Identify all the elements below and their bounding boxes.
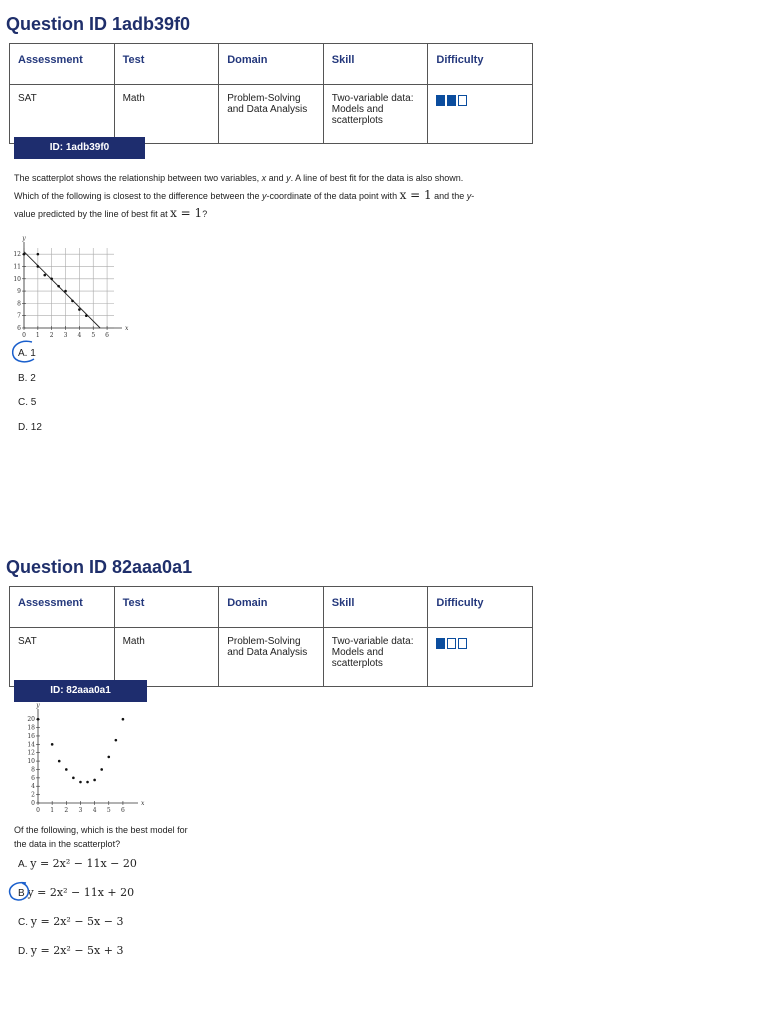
circle-annotation: [6, 880, 36, 906]
data-point: [37, 718, 40, 721]
x-tick-label: 5: [106, 807, 111, 814]
x-tick-label: 2: [64, 807, 69, 814]
y-tick-label: 0: [31, 800, 35, 807]
x-tick-label: 1: [50, 807, 55, 814]
answer-choice-c[interactable]: C. y = 2x² − 5x − 3: [18, 915, 124, 928]
y-tick-label: 18: [27, 724, 35, 732]
question-stem: Of the following, which is the best model for the data in the scatterplot?: [14, 825, 188, 849]
data-point: [37, 265, 40, 268]
data-point: [58, 760, 61, 763]
x-tick-label: 0: [22, 332, 26, 339]
x-tick-label: 0: [36, 807, 40, 814]
question-meta-table: [9, 586, 533, 687]
x-tick-label: 6: [105, 332, 109, 339]
x-axis-label: x: [125, 325, 129, 332]
question-title: Question ID 82aaa0a1: [6, 557, 193, 577]
answer-choice-b[interactable]: B y = 2x² − 11x + 20: [18, 886, 135, 899]
y-tick-label: 7: [17, 312, 21, 320]
y-tick-label: 8: [31, 766, 35, 774]
difficulty-square-empty: [458, 95, 467, 106]
data-point: [72, 777, 75, 780]
answer-choice-d[interactable]: D. 12: [18, 422, 42, 433]
value-test: Math: [114, 628, 219, 687]
question-id-badge: ID: 82aaa0a1: [14, 680, 147, 702]
data-point: [64, 290, 67, 293]
x-tick-label: 4: [77, 332, 82, 339]
x-tick-label: 4: [92, 807, 97, 814]
y-tick-label: 12: [13, 251, 21, 259]
data-point: [50, 277, 53, 280]
y-tick-label: 20: [27, 716, 35, 724]
y-tick-label: 6: [17, 325, 21, 332]
scatterplot-chart: [22, 702, 147, 817]
data-point: [79, 781, 82, 784]
header-domain: Domain: [219, 44, 324, 85]
y-tick-label: 4: [31, 783, 35, 791]
chart-plot: [27, 702, 145, 814]
value-domain: Problem-Solving and Data Analysis: [219, 628, 324, 687]
line-of-best-fit: [24, 252, 100, 328]
question-meta-table: [9, 43, 533, 144]
y-tick-label: 8: [17, 300, 21, 308]
answer-choice-b[interactable]: B. 2: [18, 373, 36, 384]
data-point: [78, 308, 81, 311]
x-tick-label: 5: [91, 332, 96, 339]
x-tick-label: 3: [78, 807, 83, 814]
y-tick-label: 10: [13, 275, 21, 283]
answer-choice-d[interactable]: D. y = 2x² − 5x + 3: [18, 944, 124, 957]
difficulty-indicator: [436, 95, 469, 106]
x-axis-label: x: [141, 800, 145, 807]
difficulty-square-filled: [447, 95, 456, 106]
data-point: [43, 274, 46, 277]
difficulty-square-empty: [447, 638, 456, 649]
header-difficulty: Difficulty: [428, 44, 533, 85]
data-point: [86, 781, 89, 784]
difficulty-indicator: [436, 638, 469, 649]
header-difficulty: Difficulty: [428, 587, 533, 628]
data-point: [107, 756, 110, 759]
data-point: [57, 285, 60, 288]
value-difficulty: [428, 85, 533, 144]
y-tick-label: 11: [13, 263, 21, 271]
y-axis-label: y: [22, 235, 26, 242]
header-skill: Skill: [323, 587, 428, 628]
circle-annotation: [8, 338, 48, 368]
value-assessment: SAT: [10, 628, 115, 687]
header-domain: Domain: [219, 587, 324, 628]
data-point: [115, 739, 118, 742]
y-tick-label: 14: [27, 741, 35, 749]
value-skill: Two-variable data: Models and scatterplots: [323, 85, 428, 144]
data-point: [122, 718, 125, 721]
y-tick-label: 10: [27, 758, 35, 766]
x-tick-label: 2: [49, 332, 54, 339]
difficulty-square-empty: [458, 638, 467, 649]
question-id-badge: ID: 1adb39f0: [14, 137, 145, 159]
y-tick-label: 12: [27, 749, 35, 757]
data-point: [71, 300, 74, 303]
header-skill: Skill: [323, 44, 428, 85]
y-tick-label: 6: [31, 774, 35, 782]
y-axis-label: y: [36, 702, 40, 709]
data-point: [85, 314, 88, 317]
answer-choice-c[interactable]: C. 5: [18, 397, 37, 408]
question-title: Question ID 1adb39f0: [6, 14, 191, 34]
y-tick-label: 2: [31, 791, 35, 799]
data-point: [23, 253, 26, 256]
header-assessment: Assessment: [10, 587, 115, 628]
y-tick-label: 9: [17, 288, 21, 296]
value-test: Math: [114, 85, 219, 144]
value-skill: Two-variable data: Models and scatterplots: [323, 628, 428, 687]
x-tick-label: 6: [121, 807, 125, 814]
question-stem: The scatterplot shows the relationship between two variables, x and y. A line of best fit for the data is also shown. Which of the following is closest to the difference between the y-coordinate of the data point with x = 1 and the y- value predicted by the line of best fit at x = 1?: [14, 173, 475, 220]
data-point: [65, 768, 68, 771]
x-tick-label: 3: [63, 332, 68, 339]
chart-plot: [13, 235, 129, 339]
header-test: Test: [114, 587, 219, 628]
header-test: Test: [114, 44, 219, 85]
y-tick-label: 16: [27, 732, 35, 740]
data-point: [37, 253, 40, 256]
value-domain: Problem-Solving and Data Analysis: [219, 85, 324, 144]
value-assessment: SAT: [10, 85, 115, 144]
answer-choice-a[interactable]: A. y = 2x² − 11x − 20: [18, 857, 137, 870]
data-point: [51, 743, 54, 746]
answer-choice-a[interactable]: A. 1: [18, 348, 36, 359]
x-tick-label: 1: [35, 332, 40, 339]
header-assessment: Assessment: [10, 44, 115, 85]
difficulty-square-filled: [436, 638, 445, 649]
difficulty-square-filled: [436, 95, 445, 106]
scatterplot-chart: [8, 224, 129, 339]
value-difficulty: [428, 628, 533, 687]
data-point: [93, 779, 96, 782]
data-point: [100, 768, 103, 771]
